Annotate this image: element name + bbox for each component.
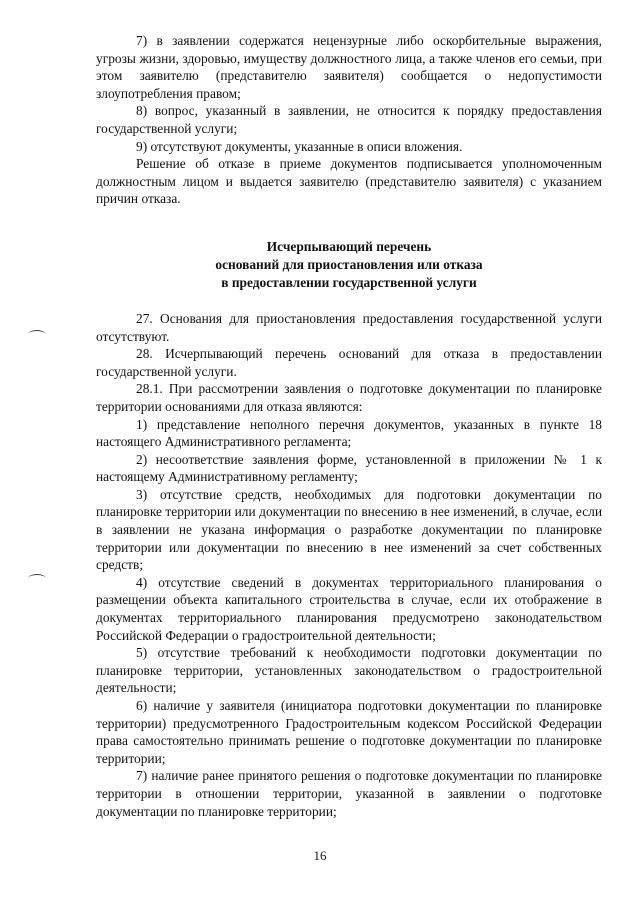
page-number: 16 (313, 848, 327, 863)
paragraph: 2) несоответствие заявления форме, установленной в приложении № 1 к настоящему Административному регламенту; (96, 451, 602, 485)
document-page (96, 32, 602, 820)
paragraph: 28.1. При рассмотрении заявления о подготовке документации по планировке территории основаниями для отказа являются: (96, 381, 602, 414)
paragraph: 6) наличие у заявителя (инициатора подготовки документации по планировке территории) предусмотренного Градостроительным кодексом Российской Федерации права самостоятельно принимать решение о подготовке документации по планировке территории; (96, 698, 602, 766)
margin-mark (28, 330, 46, 339)
heading-line: оснований для приостановления или отказа (215, 256, 483, 272)
paragraph: 8) вопрос, указанный в заявлении, не относится к порядку предоставления государственной услуги; (96, 103, 602, 136)
section-heading (96, 238, 602, 292)
paragraph: 1) представление неполного перечня документов, указанных в пункте 18 настоящего Административного регламента; (96, 416, 602, 450)
paragraph: 7) в заявлении содержатся нецензурные либо оскорбительные выражения, угрозы жизни, здоровью, имуществу должностного лица, а также членов его семьи, при этом заявителю (представителю заявителя) сообщается о недопустимости злоупотребления правом; (96, 33, 602, 101)
paragraph: 28. Исчерпывающий перечень оснований для отказа в предоставлении государственной услуги. (96, 346, 602, 379)
heading-line: в предоставлении государственной услуги (221, 274, 477, 290)
paragraph: Решение об отказе в приеме документов подписывается уполномоченным должностным лицом и выдается заявителю (представителю заявителя) с указанием причин отказа. (96, 156, 602, 207)
margin-mark (28, 574, 46, 583)
paragraph: 3) отсутствие средств, необходимых для подготовки документации по планировке территории или документации по внесению в нее изменений, в случае, если в заявлении не указана информация о разработке документации по планировке территории или документации по внесению в нее изменений за счет собственных средств; (96, 486, 602, 573)
paragraph: 27. Основания для приостановления предоставления государственной услуги отсутствуют. (96, 310, 602, 344)
heading-line: Исчерпывающий перечень (266, 238, 432, 254)
paragraph: 7) наличие ранее принятого решения о подготовке документации по планировке территории в отношении территории, указанной в заявлении о подготовке документации по планировке территории; (96, 768, 602, 819)
paragraph: 5) отсутствие требований к необходимости подготовки документации по планировке территории, установленных законодательством о градостроительной деятельности; (96, 645, 602, 696)
paragraph: 9) отсутствуют документы, указанные в описи вложения. (136, 138, 463, 154)
paragraph: 4) отсутствие сведений в документах территориального планирования о размещении объекта капитального строительства в случае, если их отображение в документах территориального планирования предусмотрено законодательством Российской Федерации о градостроительной деятельности; (96, 574, 602, 643)
